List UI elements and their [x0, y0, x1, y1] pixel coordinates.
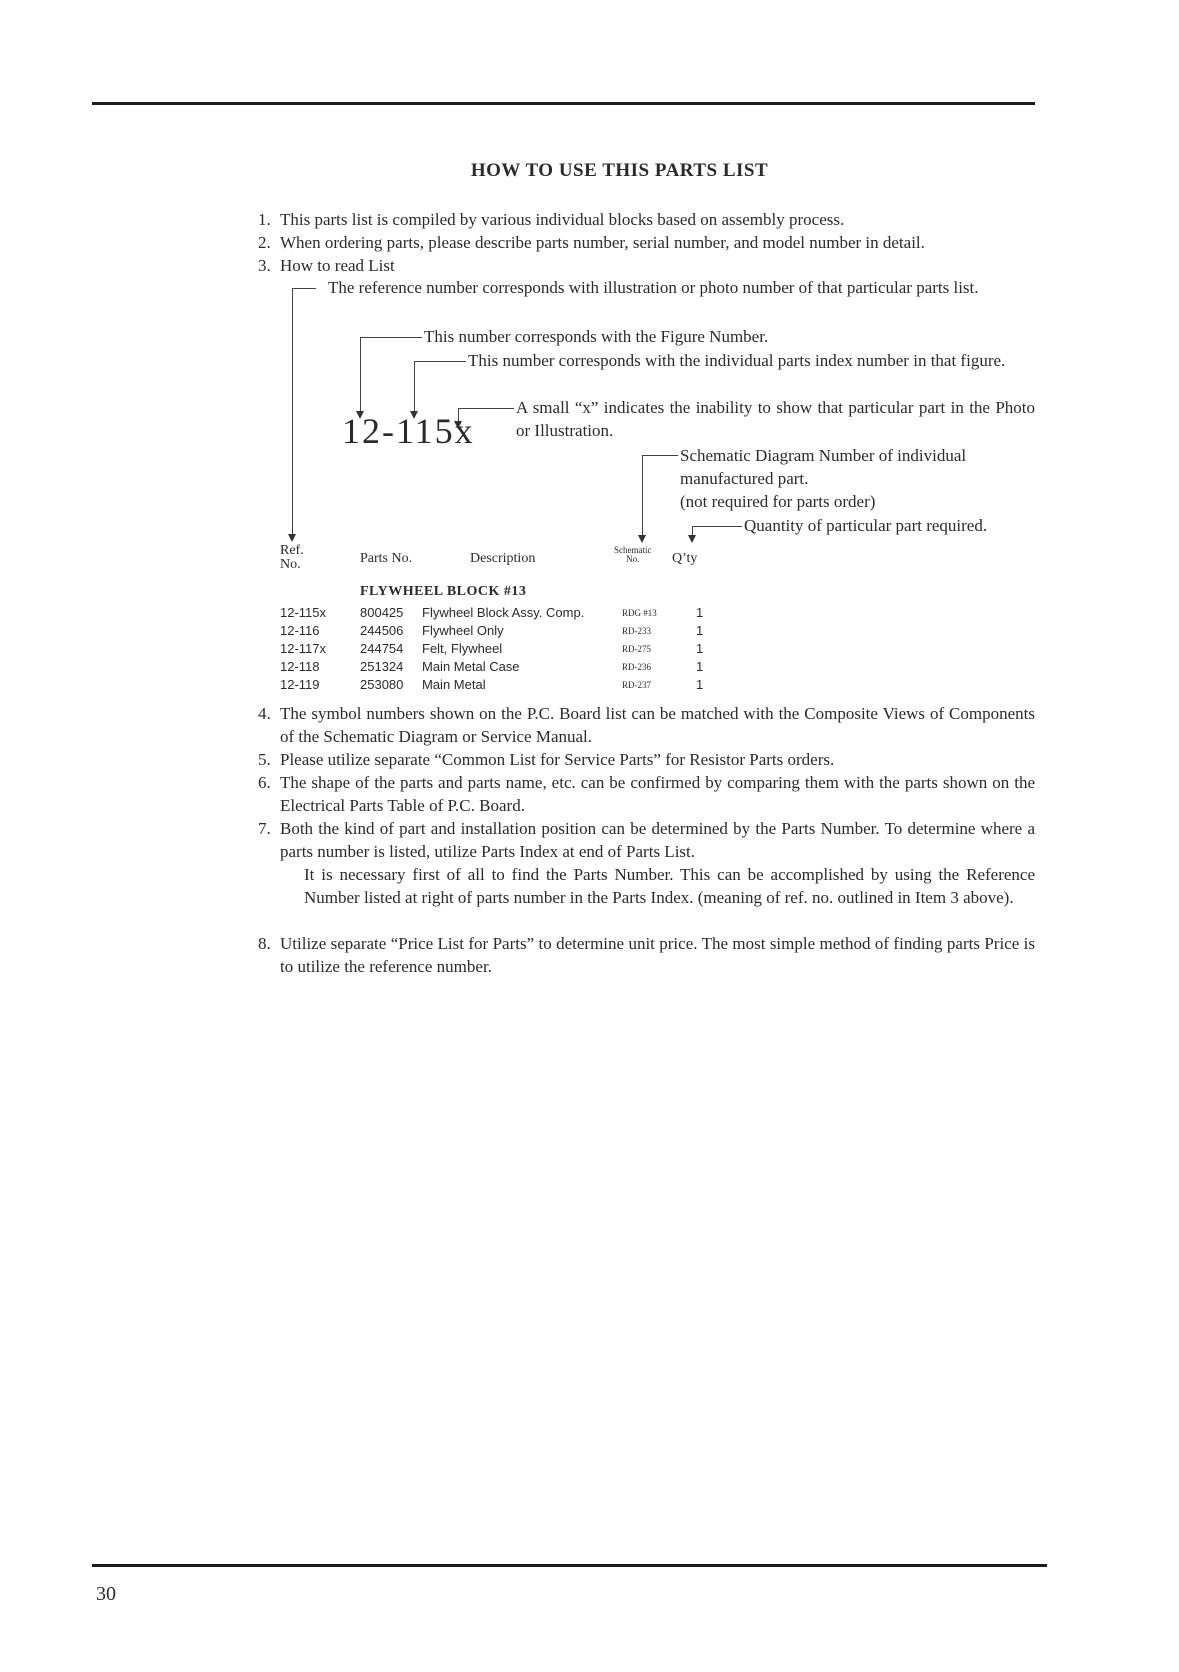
x-leader-tick: [458, 408, 514, 409]
header-schematic: [614, 546, 652, 564]
qty-note: Quantity of particular part required.: [744, 516, 988, 535]
cell-schematic: RDG #13: [622, 608, 657, 618]
cell-ref: 12-115x: [280, 605, 327, 620]
item-number: 5.: [258, 750, 271, 769]
item-number: 3.: [258, 256, 271, 275]
page-title: HOW TO USE THIS PARTS LIST: [470, 160, 769, 181]
header-qty: Q’ty: [672, 551, 698, 566]
header-description: Description: [470, 551, 536, 566]
figure-note: This number corresponds with the Figure Number.: [424, 327, 769, 346]
list-item-5: [258, 748, 1035, 771]
cell-description: Main Metal Case: [422, 659, 520, 674]
cell-qty: 1: [696, 641, 704, 656]
cell-description: Main Metal: [422, 677, 486, 692]
ref-leader-line: [292, 288, 293, 534]
figure-leader-tick: [360, 337, 422, 338]
cell-ref: 12-119: [280, 677, 320, 692]
item-text: When ordering parts, please describe parts number, serial number, and model number in detail.: [280, 233, 925, 252]
cell-ref: 12-117x: [280, 641, 327, 656]
header-ref: [280, 543, 304, 573]
cell-ref: 12-118: [280, 659, 320, 674]
figure-leader-line: [360, 337, 361, 411]
header-schematic-line1: Schematic: [614, 545, 652, 555]
item-number: 2.: [258, 233, 271, 252]
header-ref-line1: Ref.: [280, 543, 304, 558]
list-item-3: [258, 254, 1035, 277]
qty-leader-tick: [692, 526, 742, 527]
item-text: Please utilize separate “Common List for Service Parts” for Resistor Parts orders.: [280, 750, 835, 769]
index-leader-tick: [414, 361, 466, 362]
cell-qty: 1: [696, 659, 704, 674]
cell-ref: 12-116: [280, 623, 320, 638]
item-number: 4.: [258, 704, 271, 723]
schematic-leader-line: [642, 455, 643, 535]
x-note: A small “x” indicates the inability to show that particular part in the Photo or Illustration.: [516, 398, 1035, 440]
index-note: This number corresponds with the individual parts index number in that figure.: [468, 351, 1006, 370]
cell-qty: 1: [696, 677, 704, 692]
index-leader-line: [414, 361, 415, 411]
schematic-leader-tick: [642, 455, 678, 456]
table-row: [280, 659, 720, 677]
item-text: The symbol numbers shown on the P.C. Board list can be matched with the Composite Views of Components of the Schematic Diagram or Service Manual.: [280, 704, 1035, 746]
ref-note: The reference number corresponds with illustration or photo number of that particular parts list.: [328, 278, 979, 297]
item-text: Both the kind of part and installation position can be determined by the Parts Number. To determine where a parts number is listed, utilize Parts Index at end of Parts List.: [280, 819, 1035, 861]
schematic-note-2: manufactured part.: [680, 469, 809, 488]
ref-leader-tick: [292, 288, 316, 289]
item-text: How to read List: [280, 256, 395, 275]
item-text: This parts list is compiled by various individual blocks based on assembly process.: [280, 210, 845, 229]
cell-parts-no: 244506: [360, 623, 404, 638]
item-text: It is necessary first of all to find the Parts Number. This can be accomplished by using the Reference Number listed at right of parts number in the Parts Index. (meaning of ref. no. outlined in Item 3 above).: [304, 865, 1035, 907]
item-number: 7.: [258, 819, 271, 838]
item-text: The shape of the parts and parts name, etc. can be confirmed by comparing them with the parts shown on the Electrical Parts Table of P.C. Board.: [280, 773, 1035, 815]
cell-qty: 1: [696, 623, 704, 638]
list-item-8: [258, 932, 1035, 978]
table-row: [280, 677, 720, 695]
cell-schematic: RD-236: [622, 662, 651, 672]
table-row: [280, 605, 720, 623]
schematic-note-3: (not required for parts order): [680, 492, 876, 511]
list-item-2: [258, 231, 1035, 254]
item-number: 1.: [258, 210, 271, 229]
arrow-down-icon: [638, 535, 646, 543]
cell-schematic: RD-233: [622, 626, 651, 636]
cell-description: Flywheel Block Assy. Comp.: [422, 605, 585, 620]
list-item-7: [258, 817, 1035, 863]
header-schematic-line2: No.: [626, 554, 640, 564]
cell-description: Felt, Flywheel: [422, 641, 503, 656]
schematic-note-1: [680, 444, 1035, 467]
table-row: [280, 623, 720, 641]
cell-parts-no: 251324: [360, 659, 404, 674]
bottom-rule: [92, 1564, 1047, 1567]
block-title: FLYWHEEL BLOCK #13: [360, 584, 527, 599]
list-item-6: [258, 771, 1035, 817]
schematic-note-line-1: Schematic Diagram Number of individual: [680, 446, 967, 465]
header-parts-no: Parts No.: [360, 551, 413, 566]
item-number: 8.: [258, 934, 271, 953]
top-rule: [92, 102, 1035, 105]
cell-parts-no: 800425: [360, 605, 404, 620]
cell-schematic: RD-275: [622, 644, 651, 654]
cell-description: Flywheel Only: [422, 623, 504, 638]
cell-qty: 1: [696, 605, 704, 620]
list-item-4: [258, 702, 1035, 748]
cell-parts-no: 253080: [360, 677, 404, 692]
item-text: Utilize separate “Price List for Parts” to determine unit price. The most simple method of finding parts Price is to utilize the reference number.: [280, 934, 1035, 976]
list-item-7-continued: [304, 863, 1035, 909]
arrow-down-icon: [288, 534, 296, 542]
arrow-down-icon: [688, 535, 696, 543]
header-ref-line2: No.: [280, 557, 301, 572]
example-ref-number: 12-115x: [342, 411, 475, 451]
table-row: [280, 641, 720, 659]
item-number: 6.: [258, 773, 271, 792]
cell-schematic: RD-237: [622, 680, 651, 690]
cell-parts-no: 244754: [360, 641, 404, 656]
page-number: 30: [96, 1583, 116, 1605]
list-item-1: [258, 208, 1035, 231]
